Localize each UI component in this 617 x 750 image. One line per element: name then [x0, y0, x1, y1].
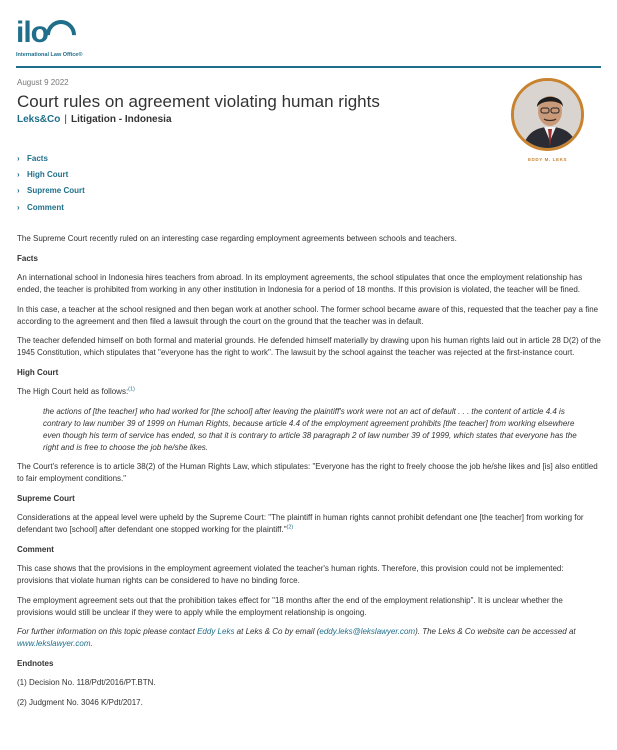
footnote-link-2[interactable]: (2): [286, 524, 294, 531]
firm-link[interactable]: Leks&Co: [17, 114, 61, 125]
section-heading-comment: Comment: [17, 544, 54, 554]
section-heading-supreme-court: Supreme Court: [17, 493, 75, 503]
high-court-intro: [17, 386, 601, 398]
practice-area: Litigation - Indonesia: [70, 114, 172, 125]
endnote-1: (1) Decision No. 118/Pdt/2016/PT.BTN.: [17, 678, 156, 687]
chevron-right-icon: ›: [17, 170, 20, 180]
chevron-right-icon: ›: [17, 202, 20, 212]
ilo-logo[interactable]: [16, 16, 96, 62]
contact-email-link[interactable]: eddy.leks@lekslawyer.com: [319, 627, 416, 636]
facts-paragraph-1: An international school in Indonesia hires teachers from abroad. In its employment agreements, the school stipulates that once the employment relationship has ended, the teacher is prohibited from working in any other institution in Indonesia for a period of 18 months. If this provision is violated, the teacher will be fined.: [17, 273, 583, 294]
author-name: EDDY M. LEKS: [527, 157, 568, 162]
contact-text-mid: at Leks & Co by email (: [234, 627, 320, 636]
section-heading-high-court: High Court: [17, 367, 59, 377]
header-divider: [16, 66, 601, 68]
page-title: Court rules on agreement violating human rights: [17, 92, 380, 111]
contact-text-end: .: [90, 639, 93, 648]
high-court-quote: the actions of [the teacher] who had worked for [the school] after leaving the plaintiff's work were not an act of default . . . the content of article 4.4 is contrary to law number 39 of 1999 on Human Rights, because article 4.4 of the employment agreement prohibits [the teacher] from working elsewhere even though his term of service has ended, so that it is contrary to article 38 paragraph 2 of law number 39 of 1999, which states that everyone has the right and is free to choose the job he/she likes.: [43, 406, 577, 452]
byline-separator: |: [64, 114, 67, 125]
article-byline: [17, 114, 172, 125]
author-avatar[interactable]: [511, 78, 584, 151]
chevron-right-icon: ›: [17, 153, 20, 163]
toc-item-label: Supreme Court: [27, 186, 85, 196]
toc-item-comment[interactable]: [17, 199, 85, 215]
site-header: [0, 0, 617, 68]
toc-item-label: Facts: [27, 153, 48, 163]
section-heading-endnotes: Endnotes: [17, 658, 54, 668]
table-of-contents: [17, 150, 85, 216]
article-body: [17, 233, 601, 716]
comment-paragraph-1: This case shows that the provisions in the employment agreement violated the teacher's human rights. Therefore, this provision could not be implemented: provisions that violate human rights can be considered to have no binding force.: [17, 564, 564, 585]
toc-item-label: High Court: [27, 170, 69, 180]
logo-wordmark: ilo: [16, 16, 48, 49]
footnote-link-1[interactable]: (1): [128, 386, 135, 393]
supreme-court-paragraph: [17, 512, 601, 536]
toc-item-high-court[interactable]: [17, 166, 85, 182]
author-portrait-icon: [514, 81, 584, 151]
contact-name-link[interactable]: Eddy Leks: [197, 627, 235, 636]
contact-text-post: ). The Leks & Co website can be accessed at: [415, 627, 576, 636]
contact-paragraph: [17, 626, 601, 650]
toc-item-label: Comment: [27, 202, 64, 212]
contact-text-pre: For further information on this topic please contact: [17, 627, 198, 636]
high-court-intro-text: The High Court held as follows:: [17, 387, 129, 396]
high-court-paragraph-2: The Court's reference is to article 38(2) of the Human Rights Law, which stipulates: "Everyone has the right to freely choose the job he/she likes and [is] also entitled to fair employment conditions.": [17, 462, 598, 483]
website-link[interactable]: www.lekslawyer.com: [17, 639, 91, 648]
logo-tagline: International Law Office®: [16, 52, 83, 58]
toc-item-facts[interactable]: [17, 150, 85, 166]
chevron-right-icon: ›: [17, 186, 20, 196]
supreme-court-text: Considerations at the appeal level were upheld by the Supreme Court: "The plaintiff in human rights cannot prohibit defendant one [the teacher] from working for defendant two [school] after defendant one stopped working for the plaintiff.": [17, 513, 584, 534]
section-heading-facts: Facts: [17, 253, 38, 263]
facts-paragraph-3: The teacher defended himself on both formal and material grounds. He defended himself materially by drawing upon his human rights laid out in article 28 D(2) of the 1945 Constitution, which stipulates that "everyone has the right to work". The lawsuit by the school against the teacher was rejected at the first-instance court.: [17, 336, 601, 357]
endnote-2: (2) Judgment No. 3046 K/Pdt/2017.: [17, 697, 143, 707]
facts-paragraph-2: In this case, a teacher at the school resigned and then began work at another school. The former school became aware of this, requested that the teacher pay a fine according to the agreement and then filed a lawsuit through the court on the ground that the teacher was in default.: [17, 304, 599, 326]
article-date: August 9 2022: [17, 78, 69, 87]
toc-item-supreme-court[interactable]: [17, 183, 85, 199]
comment-paragraph-2: The employment agreement sets out that the prohibition takes effect for "18 months after the end of the employment relationship". It is unclear whether the provisions would still be unclear if they were to apply while the employment relationship is ongoing.: [17, 595, 563, 617]
intro-paragraph: The Supreme Court recently ruled on an interesting case regarding employment agreements between schools and teachers.: [17, 234, 457, 243]
